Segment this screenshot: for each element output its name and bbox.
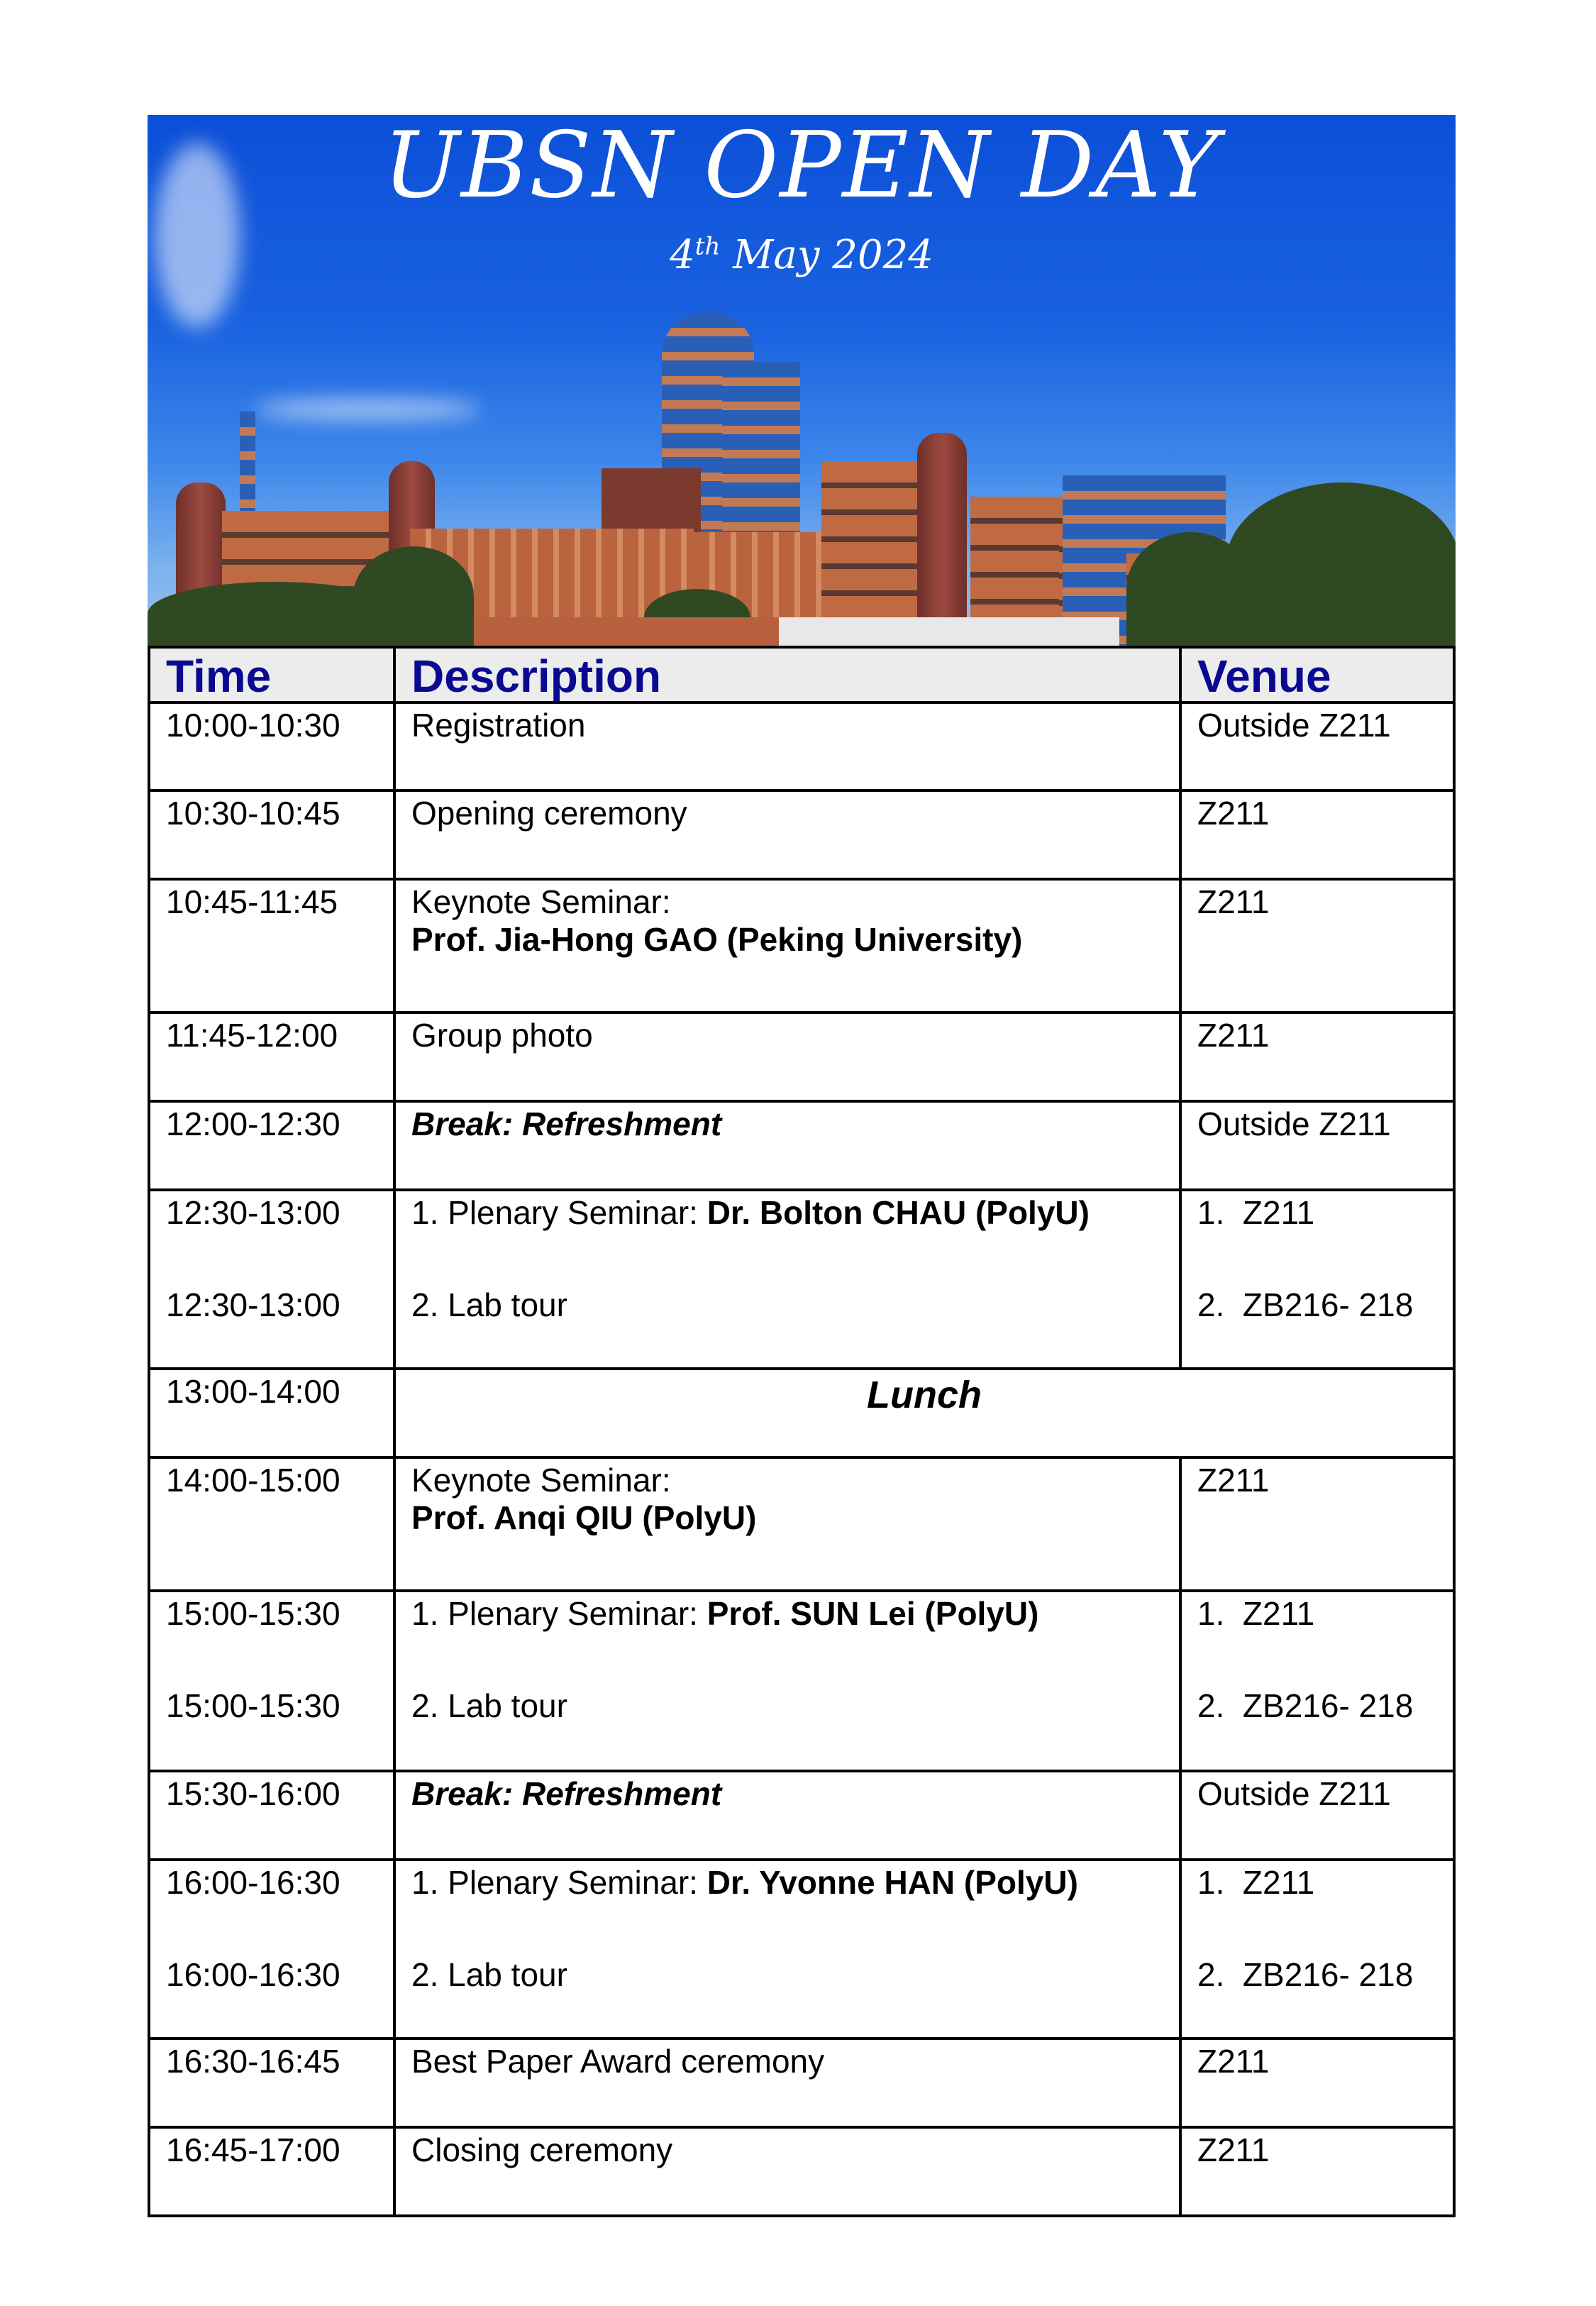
venue-cell [1179, 2040, 1453, 2126]
table-row [148, 2040, 1456, 2129]
description-cell [393, 2129, 1179, 2214]
venue-text: 1. Z211 [1197, 1864, 1315, 1901]
description-line [411, 2043, 1179, 2080]
description-cell [393, 1861, 1179, 2037]
description-line [411, 1687, 1179, 1725]
time-text: 15:30-16:00 [166, 1775, 340, 1812]
table-row [148, 1772, 1456, 1861]
time-text: 13:00-14:00 [166, 1373, 340, 1410]
venue-text: 2. ZB216- 218 [1197, 1286, 1414, 1323]
table-row [148, 1459, 1456, 1592]
description-line [411, 1956, 1179, 1994]
time-cell [150, 1014, 393, 1100]
schedule-table [148, 646, 1456, 2217]
venue-text: Outside Z211 [1197, 707, 1391, 744]
speaker-name: Prof. Anqi QIU (PolyU) [411, 1499, 757, 1536]
time-cell [150, 704, 393, 789]
break-label: Break: Refreshment [411, 1775, 722, 1812]
description-text: 1. Plenary Seminar: [411, 1595, 707, 1632]
time-text: 10:45-11:45 [166, 883, 338, 920]
header-venue: Venue [1179, 649, 1453, 704]
description-text: Best Paper Award ceremony [411, 2043, 825, 2080]
description-cell [393, 1772, 1179, 1858]
description-line [411, 1595, 1179, 1633]
time-text: 10:00-10:30 [166, 707, 340, 744]
venue-cell [1179, 881, 1453, 1011]
description-text: Group photo [411, 1017, 593, 1054]
venue-cell [1179, 792, 1453, 878]
speaker-name: Prof. SUN Lei (PolyU) [706, 1595, 1039, 1632]
description-line [411, 707, 1179, 744]
description-line [411, 1499, 1179, 1537]
table-header-row [148, 646, 1456, 704]
description-cell [393, 881, 1179, 1011]
break-label: Break: Refreshment [411, 1105, 722, 1142]
venue-cell [1179, 1103, 1453, 1188]
venue-text: 1. Z211 [1197, 1595, 1315, 1632]
time-cell [150, 792, 393, 878]
table-row [148, 881, 1456, 1014]
time-text: 12:00-12:30 [166, 1105, 340, 1142]
description-text: Keynote Seminar: [411, 1462, 671, 1499]
time-text: 15:00-15:30 [166, 1687, 340, 1724]
time-text: 16:00-16:30 [166, 1955, 340, 1993]
time-text: 12:30-13:00 [166, 1194, 340, 1231]
venue-text: Z211 [1197, 2043, 1270, 2080]
time-cell [150, 2040, 393, 2126]
time-text: 16:30-16:45 [166, 2043, 340, 2080]
description-cell [393, 792, 1179, 878]
description-line [411, 1017, 1179, 1054]
venue-text: Z211 [1197, 795, 1270, 832]
description-cell [393, 2040, 1179, 2126]
time-text: 12:30-13:00 [166, 1286, 340, 1323]
event-title: UBSN OPEN DAY [383, 115, 1220, 219]
time-cell [150, 1459, 393, 1589]
table-row [148, 1191, 1456, 1370]
venue-text: Z211 [1197, 1462, 1270, 1499]
description-text: 2. Lab tour [411, 1286, 567, 1323]
table-row [148, 1861, 1456, 2040]
venue-cell [1179, 2129, 1453, 2214]
description-line [411, 1864, 1179, 1902]
description-line [411, 1462, 1179, 1499]
venue-cell [1179, 1014, 1453, 1100]
venue-text: Z211 [1197, 883, 1270, 920]
description-line [411, 795, 1179, 832]
venue-text: 2. ZB216- 218 [1197, 1687, 1414, 1724]
time-cell [150, 1103, 393, 1188]
venue-text: 2. ZB216- 218 [1197, 1955, 1414, 1993]
description-cell [393, 704, 1179, 789]
time-text: 15:00-15:30 [166, 1595, 340, 1632]
speaker-name: Dr. Bolton CHAU (PolyU) [706, 1194, 1090, 1231]
description-text: Keynote Seminar: [411, 883, 671, 920]
time-text: 14:00-15:00 [166, 1462, 340, 1499]
time-cell [150, 1370, 393, 1456]
time-cell [150, 1861, 393, 2037]
table-row [148, 1592, 1456, 1772]
venue-cell [1179, 1861, 1453, 2037]
time-cell [150, 1772, 393, 1858]
description-text: 1. Plenary Seminar: [411, 1194, 707, 1231]
table-row [148, 704, 1456, 792]
time-cell [150, 881, 393, 1011]
description-line [411, 1105, 1179, 1143]
description-line [411, 1286, 1179, 1324]
description-text: 2. Lab tour [411, 1955, 567, 1993]
venue-text: Outside Z211 [1197, 1105, 1391, 1142]
header-description: Description [393, 649, 1179, 704]
venue-text: Z211 [1197, 1017, 1270, 1054]
description-text: Registration [411, 707, 586, 744]
description-text: 1. Plenary Seminar: [411, 1864, 707, 1901]
venue-cell [1179, 1772, 1453, 1858]
description-line [411, 883, 1179, 921]
description-line [411, 921, 1179, 959]
description-text: Closing ceremony [411, 2131, 673, 2168]
speaker-name: Dr. Yvonne HAN (PolyU) [706, 1864, 1078, 1901]
description-line [411, 2131, 1179, 2169]
lunch-label: Lunch [393, 1370, 1453, 1456]
campus-banner [148, 115, 1456, 646]
description-text: Opening ceremony [411, 795, 687, 832]
header-time: Time [166, 651, 272, 702]
description-cell [393, 1459, 1179, 1589]
venue-cell [1179, 1191, 1453, 1367]
description-cell [393, 1014, 1179, 1100]
venue-cell [1179, 1592, 1453, 1770]
time-cell [150, 2129, 393, 2214]
description-cell [393, 1592, 1179, 1770]
time-cell [150, 1191, 393, 1367]
time-text: 16:45-17:00 [166, 2131, 340, 2168]
speaker-name: Prof. Jia-Hong GAO (Peking University) [411, 920, 1023, 958]
venue-text: Z211 [1197, 2131, 1270, 2168]
time-text: 10:30-10:45 [166, 795, 340, 832]
table-row [148, 2129, 1456, 2217]
description-text: 2. Lab tour [411, 1687, 567, 1724]
table-row [148, 1103, 1456, 1191]
venue-cell [1179, 1459, 1453, 1589]
table-row [148, 1014, 1456, 1103]
description-line [411, 1194, 1179, 1232]
venue-text: 1. Z211 [1197, 1194, 1315, 1231]
description-cell [393, 1191, 1179, 1367]
table-row [148, 1370, 1456, 1459]
time-text: 16:00-16:30 [166, 1864, 340, 1901]
description-cell [393, 1103, 1179, 1188]
description-line [411, 1775, 1179, 1813]
time-text: 11:45-12:00 [166, 1017, 338, 1054]
venue-cell [1179, 704, 1453, 789]
table-row [148, 792, 1456, 881]
time-cell [150, 1592, 393, 1770]
venue-text: Outside Z211 [1197, 1775, 1391, 1812]
event-date: 4th May 2024 [670, 232, 933, 278]
